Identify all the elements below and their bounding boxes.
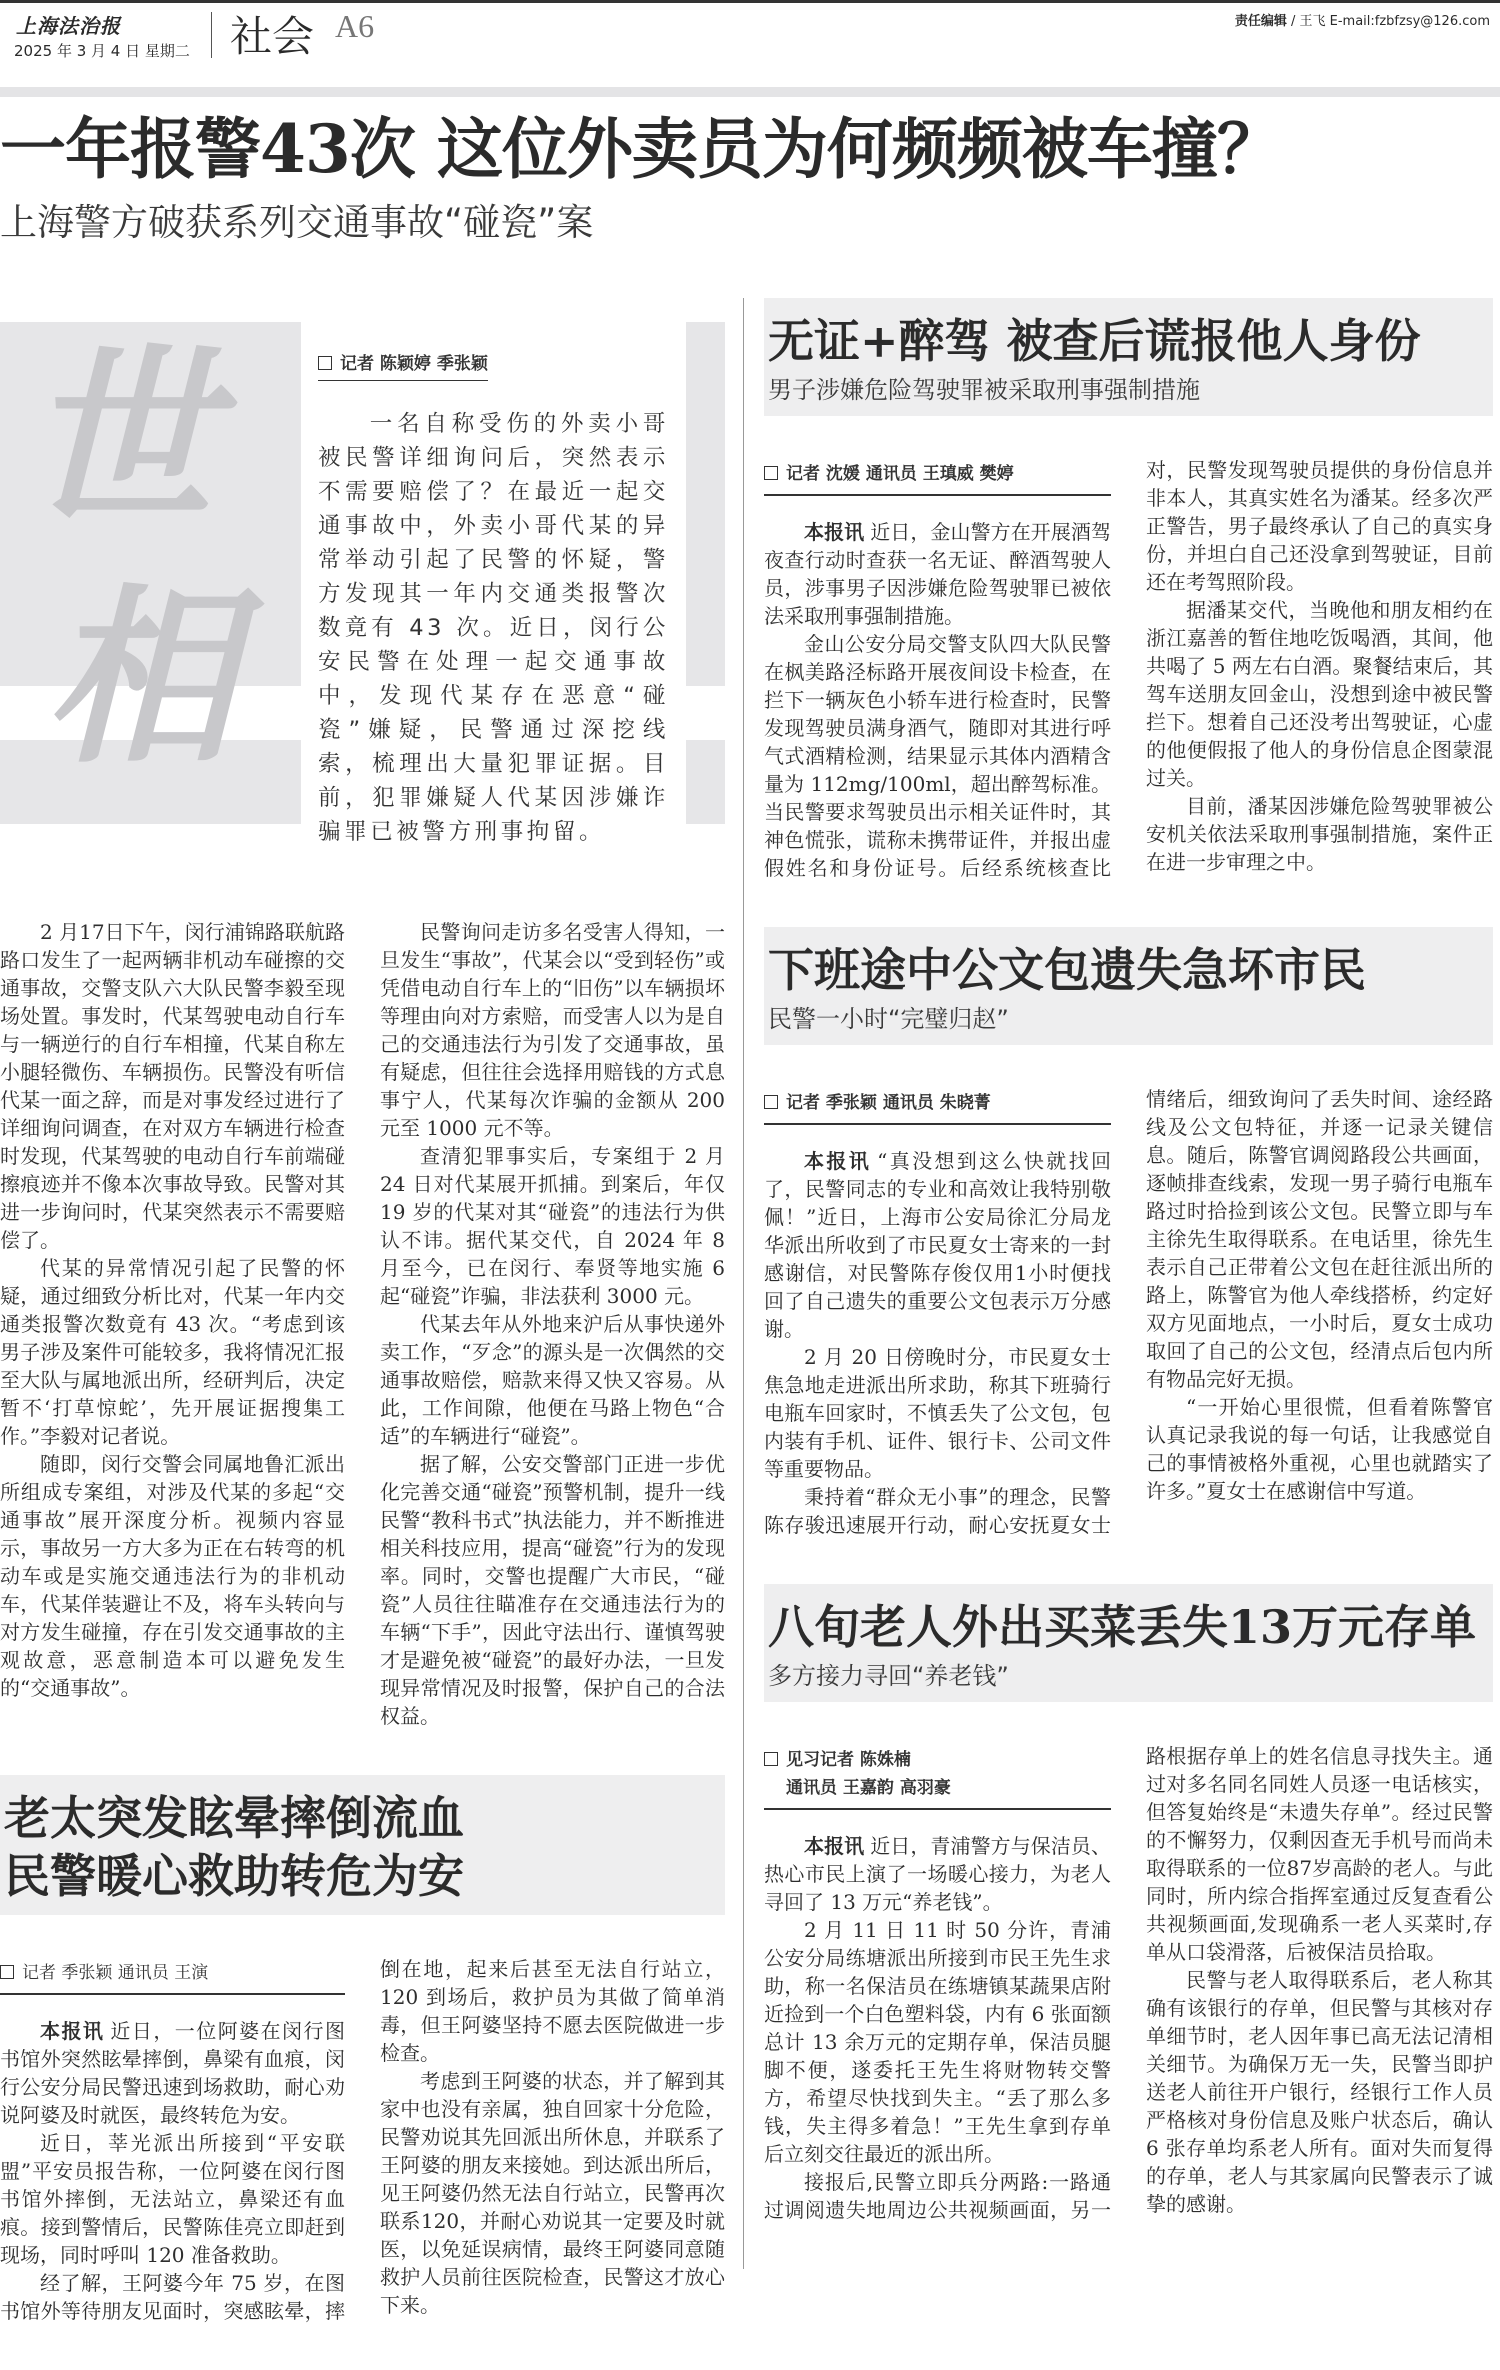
elderly-article <box>0 1775 725 2325</box>
deposit-article <box>764 1584 1493 2224</box>
lead-subhead: 上海警方破获系列交通事故“碰瓷”案 <box>0 201 594 244</box>
paragraph: 目前，潘某因涉嫌危险驾驶罪被公安机关依法采取刑事强制措施，案件正在进一步审理之中。 <box>1146 794 1493 874</box>
briefcase-article <box>764 927 1493 1539</box>
editor-label: 责任编辑 <box>1234 14 1287 29</box>
drunk-body <box>764 456 1493 882</box>
deposit-byline: 见习记者 陈姝楠 通讯员 王嘉韵 高羽豪 <box>764 1742 1111 1810</box>
elderly-body <box>0 1955 725 2325</box>
briefcase-header <box>764 927 1493 1045</box>
paragraph: 2 月 11 日 11 时 50 分许，青浦公安分局练塘派出所接到市民王先生求助，称一名保洁员在练塘镇某蔬果店附近捡到一个白色塑料袋，内有 6 张面额总计 13 余万元的定期存单，保洁员腿脚不便，遂委托王先生将财物转交警方，希望尽快找到失主。“丢了那么多钱，失主得多着急！”王先生拿到存单后立刻交往最近的派出所。 <box>764 1918 1111 2166</box>
paragraph: 据了解，公安交警部门正进一步优化完善交通“碰瓷”预警机制，提升一线民警“教科书式”执法能力，并不断推进相关科技应用，提高“碰瓷”行为的发现率。同时，交警也提醒广大市民，“碰瓷”人员往往瞄准存在交通违法行为的车辆“下手”，因此守法出行、谨慎驾驶才是避免被“碰瓷”的最好办法，一旦发现异常情况及时报警，保护自己的合法权益。 <box>380 1452 725 1728</box>
paragraph: 查清犯罪事实后，专案组于 2 月 24 日对代某展开抓捕。到案后，年仅 19 岁的代某对其“碰瓷”的违法行为供认不讳。据代某交代，自 2024 年 8 月至今，已在闵行、奉贤等地实施 6 起“碰瓷”诈骗，非法获利 3000 元。 <box>380 1144 725 1308</box>
feature-panel <box>0 322 725 869</box>
byline-box-icon <box>0 1965 14 1979</box>
masthead-divider <box>211 12 212 58</box>
byline-box-icon <box>764 1095 778 1109</box>
drunk-header <box>764 298 1493 416</box>
byline-box-icon <box>764 1752 778 1766</box>
deposit-subhead: 多方接力寻回“养老钱” <box>768 1662 1009 1690</box>
paragraph: 2 月 20 日傍晚时分，市民夏女士焦急地走进派出所求助，称其下班骑行电瓶车回家时，不慎丢失了公文包，包内装有手机、证件、银行卡、公司文件等重要物品。 <box>764 1345 1111 1481</box>
issue-date: 2025 年 3 月 4 日 星期二 <box>14 42 190 60</box>
paragraph: 据潘某交代，当晚他和朋友相约在浙江嘉善的暂住地吃饭喝酒，其间，他共喝了 5 两左右白酒。聚餐结束后，其驾车送朋友回金山，没想到途中被民警拦下。想着自己还没考出驾驶证，心虚的他便假报了他人的身份信息企图蒙混过关。 <box>1146 598 1493 790</box>
left-column <box>0 298 725 2370</box>
briefcase-byline: 记者 季张颖 通讯员 朱晓菁 <box>764 1085 1111 1125</box>
page-body <box>0 106 1500 2370</box>
briefcase-body <box>764 1085 1493 1539</box>
drunk-byline: 记者 沈媛 通讯员 王瑱威 樊婷 <box>764 456 1111 496</box>
deposit-headline: 八旬老人外出买菜丢失13万元存单 <box>768 1600 1477 1654</box>
column-logo-shi: 世 <box>25 326 216 549</box>
elderly-header <box>0 1775 725 1915</box>
drunk-subhead: 男子涉嫌危险驾驶罪被采取刑事强制措施 <box>768 376 1200 404</box>
drunk-article <box>764 298 1493 882</box>
deposit-body <box>764 1742 1493 2224</box>
briefcase-subhead: 民警一小时“完璧归赵” <box>768 1005 1009 1033</box>
editor-name: / 王飞 <box>1286 14 1330 29</box>
briefcase-headline: 下班途中公文包遗失急坏市民 <box>768 943 1366 997</box>
lead-body <box>0 918 725 1730</box>
paragraph: 本报讯 近日，金山警方在开展酒驾夜查行动时查获一名无证、醉酒驾驶人员，涉事男子因涉嫌危险驾驶罪已被依法采取刑事强制措施。 <box>764 520 1112 628</box>
lead-headline: 一年报警43次 这位外卖员为何频频被车撞？ <box>0 110 1282 188</box>
lead-byline: 记者 陈颖婷 季张颖 <box>318 349 488 381</box>
paragraph: 民警询问走访多名受害人得知，一旦发生“事故”，代某会以“受到轻伤”或凭借电动自行车上的“旧伤”以车辆损坏等理由向对方索赔，而受害人以为是自己的交通违法行为引发了交通事故，虽有疑虑，但往往会选择用赔钱的方式息事宁人，代某每次诈骗的金额从 200 元至 1000 元不等。 <box>380 920 725 1140</box>
paragraph: 金山公安分局交警支队四大队民警在枫美路泾标路开展夜间设卡检查，在拦下一辆灰色小轿车进行检查时，民警发现驾驶员满身酒气，随即对其进行呼气式酒精检测，结果显示其体内酒精含量为 112mg/100ml，超出醉驾标准。当民警要求驾驶员出示相关证件时，其神色慌张，谎称未携带证件，并报出虚假姓名和身份证号。后经系统核查比对，民警发现驾驶员提供的身份信息并非本人，其真实姓名为潘某。经多次严正警告，男子最终承认了自己的真实身份，并坦白自己还没拿到驾驶证，目前还在考驾照阶段。 <box>764 458 1493 880</box>
byline-box-icon <box>764 466 778 480</box>
header-band <box>0 87 1500 97</box>
elderly-headline-1: 老太突发眩晕摔倒流血 <box>4 1791 464 1845</box>
newspaper-logo: 上海法治报 <box>16 14 121 38</box>
right-column <box>743 298 1500 2269</box>
editor-email: E-mail:fzbfzsy@126.com <box>1329 14 1490 29</box>
lead-intro: 一名自称受伤的外卖小哥被民警详细询问后，突然表示不需要赔偿了？在最近一起交通事故中，外卖小哥代某的异常举动引起了民警的怀疑，警方发现其一年内交通类报警次数竟有 43 次。近日，闵行公安民警在处理一起交通事故中，发现代某存在恶意“碰瓷”嫌疑，民警通过深挖线索，梳理出大量犯罪证据。目前，犯罪嫌疑人代某因涉嫌诈骗罪已被警方刑事拘留。 <box>318 411 669 845</box>
paragraph: 本报讯 近日，一位阿婆在闵行图书馆外突然眩晕摔倒，鼻梁有血痕，闵行公安分局民警迅速到场救助，耐心劝说阿婆及时就医，最终转危为安。 <box>0 2019 346 2127</box>
elderly-byline: 记者 季张颖 通讯员 王演 <box>0 1955 345 1995</box>
paragraph: 接报后,民警立即兵分两路:一路通过调阅遗失地周边公共视频画面，另一路根据存单上的姓名信息寻找失主。通过对多名同名同姓人员逐一电话核实，但答复始终是“未遗失存单”。经过民警的不懈努力，仅剩因查无手机号而尚未取得联系的一位87岁高龄的老人。与此同时，所内综合指挥室通过反复查看公共视频画面,发现确系一老人买菜时,存单从口袋滑落，后被保洁员拾取。 <box>764 1744 1493 2222</box>
paragraph: 本报讯 近日，青浦警方与保洁员、热心市民上演了一场暖心接力，为老人寻回了 13 万元“养老钱”。 <box>764 1834 1112 1914</box>
paragraph: 代某去年从外地来沪后从事快递外卖工作，“歹念”的源头是一次偶然的交通事故赔偿，赔款来得又快又容易。从此，工作间隙，他便在马路上物色“合适”的车辆进行“碰瓷”。 <box>380 1312 725 1448</box>
drunk-headline: 无证+醉驾 被查后谎报他人身份 <box>768 314 1421 368</box>
paragraph: 代某的异常情况引起了民警的怀疑，通过细致分析比对，代某一年内交通类报警次数竟有 43 次。“考虑到该男子涉及案件可能较多，我将情况汇报至大队与属地派出所，经研判后，决定暂不‘打草惊蛇’，先开展证据搜集工作。”李毅对记者说。 <box>0 1256 345 1448</box>
paragraph: 秉持着“群众无小事”的理念，民警陈存骏迅速展开行动，耐心安抚夏女士情绪后，细致询问了丢失时间、途经路线及公文包特征，并逐一记录关键信息。随后，陈警官调阅路段公共画面，逐帧排查线索，发现一男子骑行电瓶车路过时拾捡到该公文包。民警立即与车主徐先生取得联系。在电话里，徐先生表示自己正带着公文包在赶往派出所的路上，陈警官为他人牵线搭桥，约定好双方见面地点，一小时后，夏女士成功取回了自己的公文包，经清点后包内所有物品完好无损。 <box>764 1087 1493 1537</box>
editor-info <box>1235 10 1490 29</box>
page-number: A6 <box>335 8 375 44</box>
byline-box-icon <box>318 356 332 370</box>
section-name: 社会 <box>230 12 315 61</box>
paragraph: 近日，莘光派出所接到“平安联盟”平安员报告称，一位阿婆在闵行图书馆外摔倒，无法站立，鼻梁还有血痕。接到警情后，民警陈佳亮立即赶到现场，同时呼叫 120 准备救助。 <box>0 2131 345 2267</box>
deposit-header <box>764 1584 1493 1702</box>
paragraph: 本报讯 “真没想到这么快就找回了，民警同志的专业和高效让我特别敬佩！”近日，上海市公安局徐汇分局龙华派出所收到了市民夏女士寄来的一封感谢信，对民警陈存俊仅用1小时便找回了自己遗失的重要公文包表示万分感谢。 <box>764 1149 1111 1341</box>
paragraph: 考虑到王阿婆的状态，并了解到其家中也没有亲属，独自回家十分危险，民警劝说其先回派出所休息，并联系了王阿婆的朋友来接她。到达派出所后，见王阿婆仍然无法自行站立，民警再次联系120，并耐心劝说其一定要及时就医，以免延误病情，最终王阿婆同意随救护人员前往医院检查，民警这才放心下来。 <box>380 2069 725 2317</box>
content-row <box>0 298 1500 2370</box>
top-rule <box>0 0 1500 3</box>
column-logo-xiang: 相 <box>45 566 236 789</box>
paragraph: 民警与老人取得联系后，老人称其确有该银行的存单，但民警与其核对存单细节时，老人因年事已高无法记清相关细节。为确保万无一失，民警当即护送老人前往开户银行，经银行工作人员严格核对身份信息及账户状态后，确认6 张存单均系老人所有。面对失而复得的存单，老人与其家属向民警表示了诚挚的感谢。 <box>1146 1968 1493 2216</box>
paragraph: 2 月17日下午，闵行浦锦路联航路路口发生了一起两辆非机动车碰擦的交通事故，交警支队六大队民警李毅至现场处置。事发时，代某驾驶电动自行车与一辆逆行的自行车相撞，代某自称左小腿轻微伤、车辆损伤。民警没有听信代某一面之辞，而是对事发经过进行了详细询问调查，在对双方车辆进行检查时发现，代某驾驶的电动自行车前端碰擦痕迹并不像本次事故导致。民警对其进一步询问时，代某突然表示不需要赔偿了。 <box>0 920 345 1252</box>
paragraph: “一开始心里很慌，但看着陈警官认真记录我说的每一句话，让我感觉自己的事情被格外重视，心里也就踏实了许多。”夏女士在感谢信中写道。 <box>1146 1395 1493 1503</box>
intro-box <box>301 322 686 869</box>
paragraph: 经了解，王阿婆今年 75 岁，在图书馆外等待朋友见面时，突感眩晕，摔倒在地，起来后甚至无法自行站立，120 到场后，救护员为其做了简单消毒，但王阿婆坚持不愿去医院做进一步检查。 <box>0 1957 725 2323</box>
paragraph: 随即，闵行交警会同属地鲁汇派出所组成专案组，对涉及代某的多起“交通事故”展开深度分析。视频内容显示，事故另一方大多为正在右转弯的机动车或是实施交通违法行为的非机动车，代某佯装避让不及，将车头转向与对方发生碰撞，存在引发交通事故的主观故意，恶意制造本可以避免发生的“交通事故”。 <box>0 1452 345 1700</box>
elderly-headline-2: 民警暖心救助转危为安 <box>4 1849 464 1903</box>
